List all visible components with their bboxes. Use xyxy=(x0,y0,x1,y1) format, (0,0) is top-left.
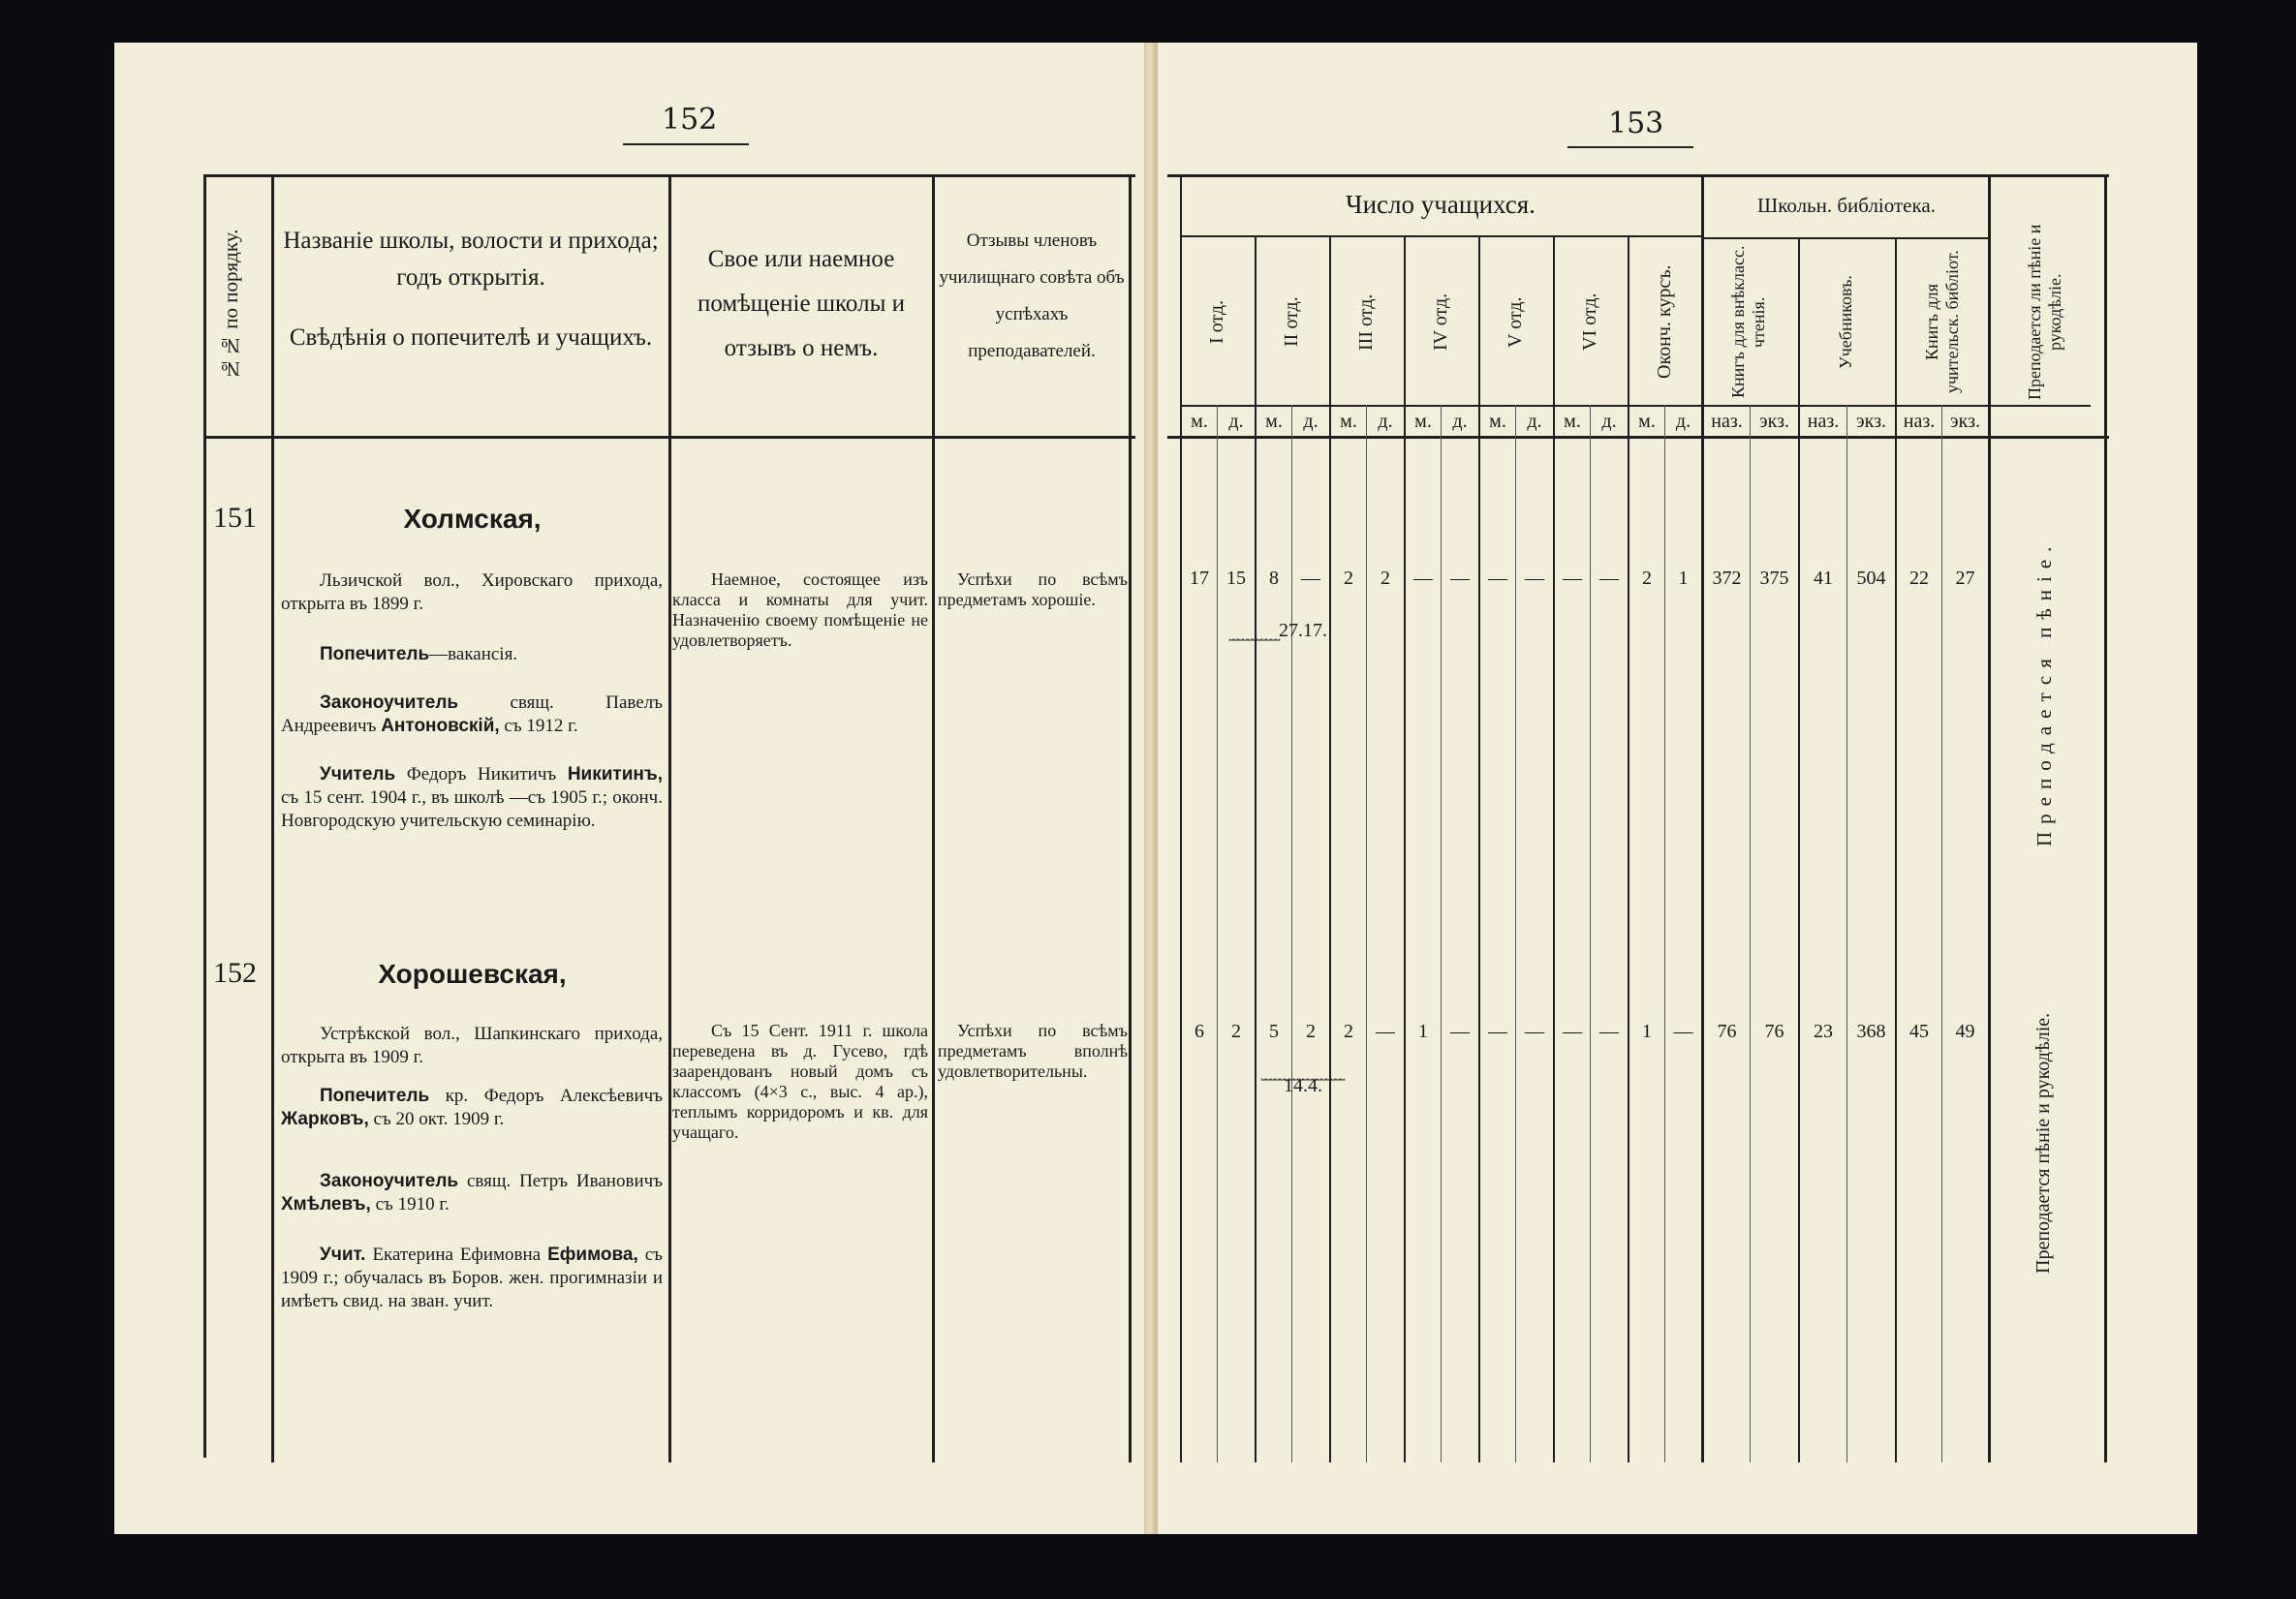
column-rule xyxy=(932,174,935,1462)
header-reviews: Отзывы членовъ училищнаго совѣта объ успѣхахъ преподавателей. xyxy=(939,231,1125,361)
header-lib-copies: экз. xyxy=(1950,411,1980,432)
column-rule xyxy=(1941,405,1942,1462)
trustee-entry xyxy=(281,643,663,666)
header-number: №№ по порядку. xyxy=(219,229,242,382)
priest-label: Законоучитель xyxy=(320,692,459,713)
teacher-text: Федоръ Никитичъ xyxy=(406,764,557,784)
header-sex-d: д. xyxy=(1378,411,1393,432)
student-count-cell: 2 xyxy=(1344,568,1353,589)
column-rule xyxy=(271,174,274,1462)
header-grade-2: II отд. xyxy=(1281,296,1302,348)
teacher-tail: съ 1909 г.; обучалась въ Боров. жен. прогимназіи и имѣетъ свид. на зван. учит. xyxy=(281,1245,664,1311)
total-brace: ⎵⎵⎵⎵⎵⎵⎵⎵⎵⎵⎵⎵⎵⎵⎵⎵⎵⎵ xyxy=(1260,1067,1346,1081)
trustee-label: Попечитель xyxy=(320,644,430,664)
page-number-underline xyxy=(1567,146,1693,148)
student-count-cell: — xyxy=(1563,1021,1582,1042)
library-count-cell: 23 xyxy=(1814,1021,1833,1042)
priest-entry xyxy=(281,692,663,738)
header-subrule xyxy=(1180,405,2091,407)
library-count-cell: 372 xyxy=(1712,568,1742,589)
column-rule xyxy=(1217,405,1218,1462)
library-count-cell: 41 xyxy=(1814,568,1833,589)
student-count-cell: 2 xyxy=(1642,568,1652,589)
premises-text: Съ 15 Сент. 1911 г. школа переведена въ д. Гусево, гдѣ заарендованъ новый домъ съ классомъ (4×3 с., выс. 4 ар.), теплымъ корридоромъ и кв. для учащаго. xyxy=(672,1021,928,1142)
school-number: 152 xyxy=(213,957,257,989)
student-count-cell: 1 xyxy=(1678,568,1689,589)
school-number: 151 xyxy=(213,502,257,534)
total-brace: ⎵⎵⎵⎵⎵⎵⎵⎵⎵⎵⎵ xyxy=(1228,628,1281,641)
priest-surname: Хмѣлевъ, xyxy=(281,1194,371,1215)
teacher-surname: Никитинъ, xyxy=(567,764,663,784)
school-name: Холмская, xyxy=(403,504,542,534)
teacher-surname: Ефимова, xyxy=(547,1245,638,1265)
column-rule xyxy=(1846,405,1847,1462)
student-count-cell: 2 xyxy=(1381,568,1390,589)
student-count-cell: 5 xyxy=(1269,1021,1279,1042)
header-lib-titles: наз. xyxy=(1711,411,1743,432)
student-count-cell: 1 xyxy=(1418,1021,1428,1042)
column-rule xyxy=(1441,405,1442,1462)
page-number-right: 153 xyxy=(1608,107,1664,140)
header-sex-d: д. xyxy=(1303,411,1319,432)
priest-tail: съ 1910 г. xyxy=(375,1194,450,1215)
trustee-entry xyxy=(281,1085,663,1131)
column-rule xyxy=(1291,405,1292,1462)
review-text: Успѣхи по всѣмъ предметамъ хорошіе. xyxy=(938,569,1128,609)
student-count-cell: — xyxy=(1488,1021,1507,1042)
column-rule xyxy=(1988,174,1991,1462)
student-count-cell: — xyxy=(1563,568,1582,589)
header-sex-d: д. xyxy=(1601,411,1617,432)
student-count-cell: 1 xyxy=(1642,1021,1652,1042)
student-count-cell: 17 xyxy=(1190,568,1209,589)
table-top-rule xyxy=(1167,174,2109,177)
student-count-cell: — xyxy=(1301,568,1320,589)
priest-text: свящ. Павелъ Андреевичъ xyxy=(281,692,664,736)
student-count-cell: 2 xyxy=(1344,1021,1353,1042)
total-students: 14.4. xyxy=(1284,1075,1322,1096)
teacher-label: Учитель xyxy=(320,764,396,784)
header-library-teachers: Книгъ для учительск. библіот. xyxy=(1922,250,1962,394)
library-count-cell: 375 xyxy=(1759,568,1789,589)
header-sex-d: д. xyxy=(1452,411,1468,432)
column-rule xyxy=(1515,405,1516,1462)
singing-note: Преподается пѣніе. xyxy=(2032,538,2056,846)
header-grade-4: IV отд. xyxy=(1430,292,1451,352)
student-count-cell: — xyxy=(1599,568,1619,589)
premises-text: Наемное, состоящее изъ класса и комнаты для учит. Назначенію своему помѣщеніе не удовлетворяетъ. xyxy=(672,569,928,650)
header-library-reading: Книгъ для внѣкласс. чтенія. xyxy=(1728,245,1768,399)
page-number-left: 152 xyxy=(662,103,718,137)
header-sex-m: м. xyxy=(1340,411,1357,432)
teacher-tail: съ 15 сент. 1904 г., въ школѣ —съ 1905 г.; оконч. Новгородскую учительскую семинарію. xyxy=(281,787,663,831)
header-grade-6: VI отд. xyxy=(1579,292,1600,352)
column-rule xyxy=(1750,405,1751,1462)
header-grade-1: I отд. xyxy=(1206,299,1227,345)
student-count-cell: — xyxy=(1450,568,1470,589)
header-school-name: Названіе школы, волости и прихода; годъ открытія. xyxy=(283,228,659,291)
teacher-text: Екатерина Ефимовна xyxy=(372,1245,542,1265)
header-sex-m: м. xyxy=(1564,411,1581,432)
header-premises: Свое или наемное помѣщеніе школы и отзывъ о немъ. xyxy=(697,246,905,361)
header-sex-d: д. xyxy=(1675,411,1691,432)
header-grade-3: III отд. xyxy=(1355,293,1377,351)
student-count-cell: — xyxy=(1525,1021,1544,1042)
column-rule xyxy=(1129,174,1132,1462)
book-spine xyxy=(1144,43,1158,1534)
priest-surname: Антоновскій, xyxy=(381,716,500,736)
school-name: Хорошевская, xyxy=(378,959,567,989)
priest-entry xyxy=(281,1170,663,1216)
library-count-cell: 76 xyxy=(1717,1021,1737,1042)
student-count-cell: 8 xyxy=(1269,568,1279,589)
header-subrule xyxy=(1703,237,1990,239)
header-lib-copies: экз. xyxy=(1856,411,1886,432)
header-subrule xyxy=(1180,235,1701,237)
student-count-cell: 15 xyxy=(1226,568,1246,589)
column-rule xyxy=(1366,405,1367,1462)
library-count-cell: 49 xyxy=(1955,1021,1975,1042)
school-info: Льзичской вол., Хировскаго прихода, открыта въ 1899 г. xyxy=(281,570,663,614)
column-rule xyxy=(2104,174,2107,1462)
student-count-cell: — xyxy=(1450,1021,1470,1042)
student-count-cell: 6 xyxy=(1195,1021,1204,1042)
library-count-cell: 27 xyxy=(1955,568,1975,589)
header-graduated: Оконч. курсъ. xyxy=(1654,264,1675,380)
trustee-tail: съ 20 окт. 1909 г. xyxy=(373,1109,505,1129)
student-count-cell: — xyxy=(1376,1021,1395,1042)
header-lib-titles: наз. xyxy=(1807,411,1840,432)
header-lib-copies: экз. xyxy=(1759,411,1789,432)
trustee-text: кр. Федоръ Алексѣевичъ xyxy=(445,1086,664,1106)
trustee-surname: Жарковъ, xyxy=(281,1109,369,1129)
header-singing: Преподается ли пѣніе и рукодѣліе. xyxy=(2025,224,2064,401)
library-count-cell: 22 xyxy=(1909,568,1929,589)
total-students: 27.17. xyxy=(1279,620,1327,641)
header-sex-d: д. xyxy=(1527,411,1542,432)
priest-tail: съ 1912 г. xyxy=(504,716,578,736)
teacher-label: Учит. xyxy=(320,1245,366,1265)
column-rule xyxy=(1590,405,1591,1462)
column-rule xyxy=(668,174,671,1462)
student-count-cell: — xyxy=(1673,1021,1693,1042)
library-count-cell: 76 xyxy=(1764,1021,1784,1042)
header-trustee-info: Свѣдѣнія о попечителѣ и учащихъ. xyxy=(289,324,653,351)
header-students: Число учащихся. xyxy=(1346,190,1536,219)
table-header-rule xyxy=(1167,436,2109,439)
library-count-cell: 368 xyxy=(1856,1021,1886,1042)
student-count-cell: — xyxy=(1413,568,1433,589)
header-sex-d: д. xyxy=(1228,411,1244,432)
header-lib-titles: наз. xyxy=(1903,411,1936,432)
teacher-entry xyxy=(281,763,663,833)
review-text: Успѣхи по всѣмъ предметамъ вполнѣ удовлетворительны. xyxy=(938,1021,1128,1081)
student-count-cell: 2 xyxy=(1306,1021,1316,1042)
column-rule xyxy=(1701,174,1704,1462)
priest-text: свящ. Петръ Ивановичъ xyxy=(466,1171,663,1191)
library-count-cell: 45 xyxy=(1909,1021,1929,1042)
column-rule xyxy=(1180,174,1182,1462)
student-count-cell: 2 xyxy=(1231,1021,1241,1042)
school-info: Устрѣкской вол., Шапкинскаго прихода, открыта въ 1909 г. xyxy=(281,1024,663,1067)
student-count-cell: — xyxy=(1599,1021,1619,1042)
trustee-text: —вакансія. xyxy=(429,644,518,664)
column-rule xyxy=(203,174,206,1458)
header-sex-m: м. xyxy=(1191,411,1208,432)
header-sex-m: м. xyxy=(1489,411,1506,432)
page-number-underline xyxy=(623,143,749,145)
priest-label: Законоучитель xyxy=(320,1171,459,1191)
header-library-textbooks: Учебниковъ. xyxy=(1836,275,1855,369)
column-rule xyxy=(1664,405,1665,1462)
header-grade-5: V отд. xyxy=(1505,296,1526,348)
trustee-label: Попечитель xyxy=(320,1086,430,1106)
header-sex-m: м. xyxy=(1414,411,1432,432)
header-library: Школьн. библіотека. xyxy=(1757,194,1936,217)
student-count-cell: — xyxy=(1525,568,1544,589)
header-sex-m: м. xyxy=(1265,411,1283,432)
singing-note: Преподается пѣніе и рукодѣліе. xyxy=(2032,1012,2054,1274)
student-count-cell: — xyxy=(1488,568,1507,589)
header-sex-m: м. xyxy=(1638,411,1656,432)
teacher-entry xyxy=(281,1244,663,1313)
library-count-cell: 504 xyxy=(1856,568,1886,589)
